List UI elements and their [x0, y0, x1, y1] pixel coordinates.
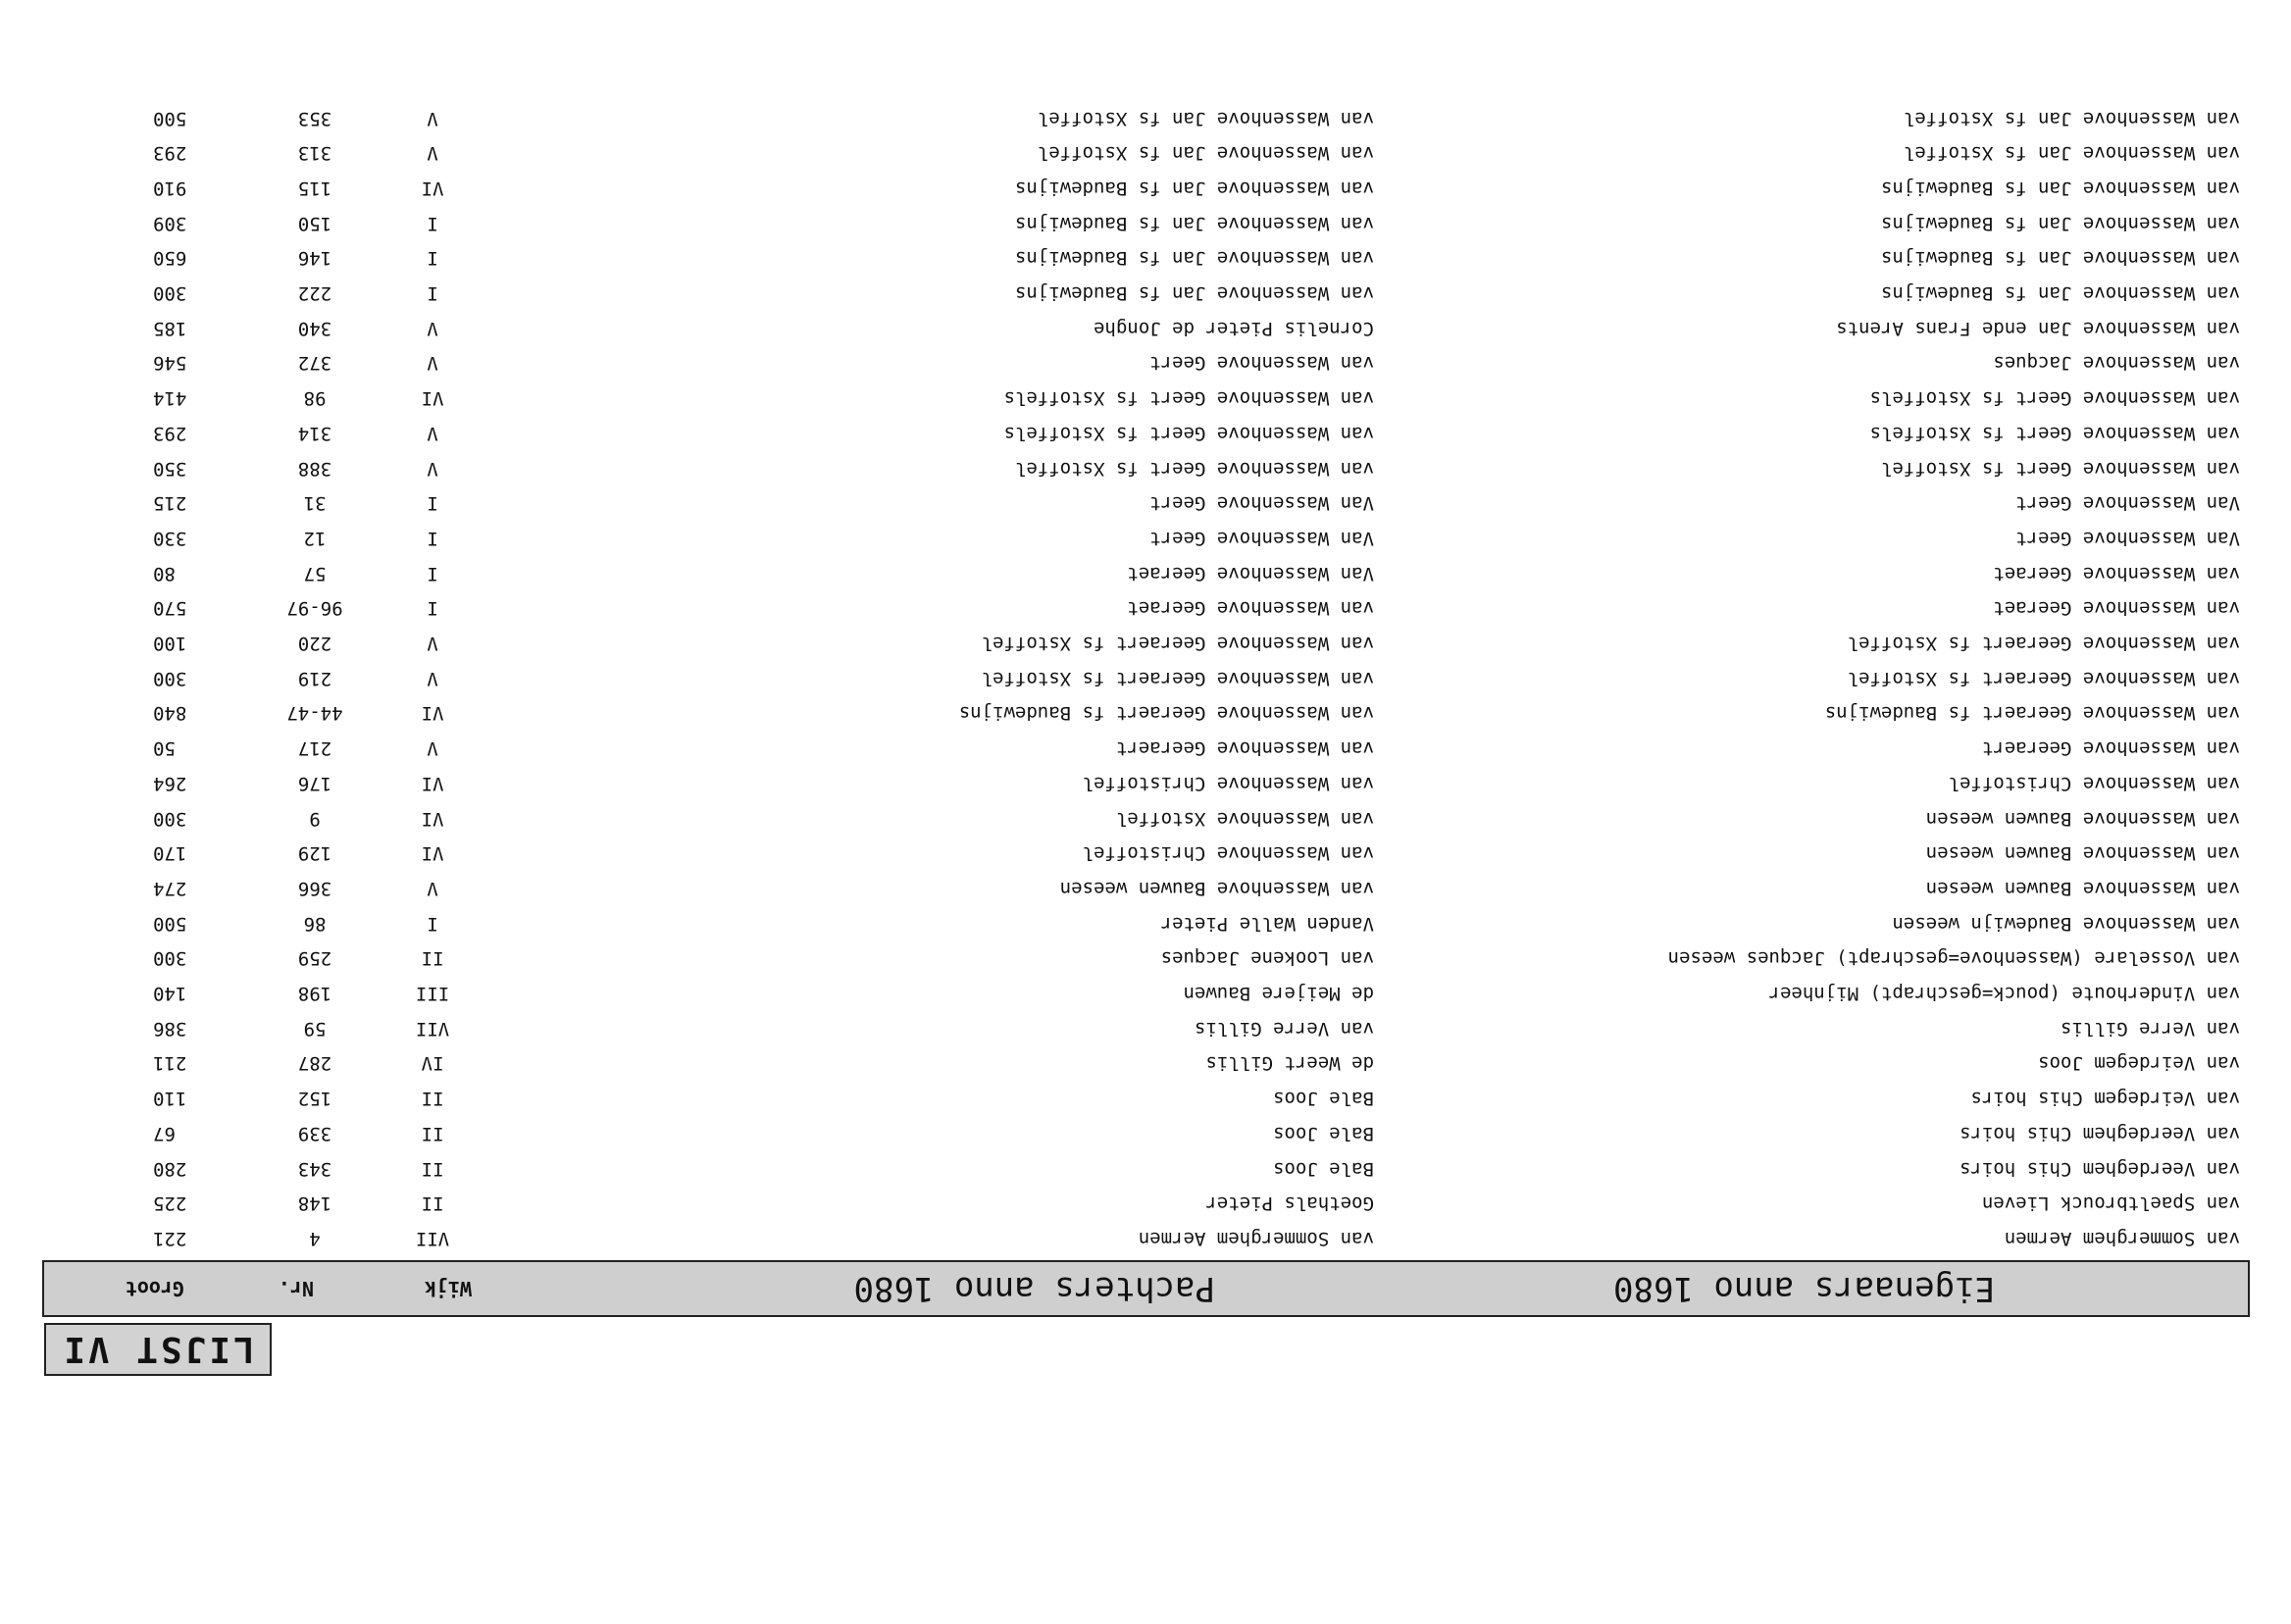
pachter-cell: Goethals Pieter [1205, 1193, 1374, 1214]
groot-cell: 910 [153, 178, 187, 199]
eigenaar-cell: van Wassenhove Geert fs Xstoffels [1869, 387, 2240, 409]
pachter-cell: van Wassenhove Jan fs Baudewijns [1014, 247, 1374, 269]
table-row [0, 590, 2291, 625]
eigenaar-cell: van Veirdegem Chis hoirs [1970, 1088, 2240, 1109]
table-row [0, 766, 2291, 800]
eigenaar-cell: van Wassenhove Jan fs Xstoffel [1903, 108, 2240, 129]
groot-cell: 309 [153, 213, 187, 234]
table-row [0, 801, 2291, 836]
table-row [0, 976, 2291, 1010]
table-row [0, 521, 2291, 555]
table-row [0, 695, 2291, 730]
wijk-cell: VII [415, 1228, 450, 1249]
groot-cell: 280 [153, 1158, 187, 1180]
nr-cell: 343 [297, 1158, 332, 1180]
eigenaar-cell: van Wassenhove Jan fs Baudewijns [1880, 282, 2240, 304]
table-row [0, 1011, 2291, 1045]
nr-cell: 4 [309, 1228, 321, 1249]
pachter-cell: Van Wassenhove Geeraet [1127, 563, 1374, 584]
pachter-cell: Vanden Walle Pieter [1160, 913, 1374, 935]
groot-cell: 840 [153, 702, 187, 724]
eigenaar-cell: van Wassenhove Bauwen weesen [1925, 842, 2240, 864]
wijk-cell: V [427, 142, 438, 164]
groot-cell: 225 [153, 1193, 187, 1214]
nr-cell: 9 [309, 808, 321, 830]
table-row [0, 731, 2291, 765]
nr-cell: 129 [297, 842, 332, 864]
wijk-cell: I [427, 597, 438, 619]
wijk-cell: II [421, 1193, 444, 1214]
pachter-cell: van Wassenhove Geert fs Xstoffels [1003, 387, 1374, 409]
groot-cell: 570 [153, 597, 187, 619]
nr-cell: 366 [297, 878, 332, 899]
pachter-cell: van Wassenhove Geert [1149, 352, 1374, 374]
wijk-cell: VI [421, 702, 444, 724]
nr-cell: 146 [297, 247, 332, 269]
groot-cell: 215 [153, 492, 187, 514]
groot-cell: 50 [153, 737, 176, 759]
wijk-cell: I [427, 913, 438, 935]
nr-cell: 198 [297, 983, 332, 1004]
pachter-cell: Van Wassenhove Geert [1149, 528, 1374, 549]
groot-cell: 100 [153, 633, 187, 654]
wijk-cell: VI [421, 842, 444, 864]
wijk-cell: V [427, 108, 438, 129]
eigenaar-cell: van Wassenhove Bauwen weesen [1925, 878, 2240, 899]
eigenaar-cell: van Vinderhoute (pouck=geschrapt) Mijnheer [1768, 983, 2240, 1004]
eigenaar-cell: van Wassenhove Jan fs Baudewijns [1880, 213, 2240, 234]
nr-cell: 259 [297, 947, 332, 969]
wijk-cell: V [427, 878, 438, 899]
pachter-cell: van Wassenhove Jan fs Baudewijns [1014, 213, 1374, 234]
pachter-cell: de Meijere Bauwen [1183, 983, 1374, 1004]
groot-cell: 300 [153, 282, 187, 304]
pachter-cell: van Wassenhove Jan fs Baudewijns [1014, 178, 1374, 199]
wijk-cell: VI [421, 387, 444, 409]
groot-cell: 140 [153, 983, 187, 1004]
pachter-cell: van Wassenhove Geert fs Xstoffel [1014, 458, 1374, 480]
groot-cell: 330 [153, 528, 187, 549]
header-pachters: Pachters anno 1680 [853, 1269, 1215, 1308]
nr-cell: 220 [297, 633, 332, 654]
wijk-cell: V [427, 352, 438, 374]
table-row [0, 626, 2291, 660]
table-row [0, 836, 2291, 870]
eigenaar-cell: van Veerdeghem Chis hoirs [1960, 1123, 2240, 1144]
wijk-cell: II [421, 947, 444, 969]
wijk-cell: I [427, 282, 438, 304]
groot-cell: 110 [153, 1088, 187, 1109]
wijk-cell: VII [415, 1018, 450, 1040]
wijk-cell: VI [421, 808, 444, 830]
table-row [0, 1045, 2291, 1080]
table-row [0, 1221, 2291, 1255]
pachter-cell: van Wassenhove Jan fs Xstoffel [1037, 142, 1374, 164]
eigenaar-cell: van Veirdegem Joos [2038, 1052, 2240, 1074]
wijk-cell: IV [421, 1052, 444, 1074]
eigenaar-cell: van Wassenhove Jacques [1993, 352, 2240, 374]
nr-cell: 150 [297, 213, 332, 234]
groot-cell: 546 [153, 352, 187, 374]
table-row [0, 556, 2291, 590]
nr-cell: 86 [303, 913, 327, 935]
pachter-cell: van Lookene Jacques [1160, 947, 1374, 969]
eigenaar-cell: van Wassenhove Geeraet [1993, 597, 2240, 619]
nr-cell: 176 [297, 773, 332, 794]
nr-cell: 314 [297, 423, 332, 444]
wijk-cell: V [427, 423, 438, 444]
nr-cell: 219 [297, 668, 332, 689]
table-row [0, 661, 2291, 695]
nr-cell: 12 [303, 528, 327, 549]
table-row [0, 416, 2291, 450]
wijk-cell: VI [421, 178, 444, 199]
eigenaar-cell: Van Wassenhove Geert [2015, 528, 2240, 549]
wijk-cell: V [427, 737, 438, 759]
eigenaar-cell: van Wassenhove Baudewijn weesen [1892, 913, 2240, 935]
nr-cell: 31 [303, 492, 327, 514]
eigenaar-cell: van Wassenhove Jan fs Baudewijns [1880, 178, 2240, 199]
pachter-cell: van Wassenhove Geert fs Xstoffels [1003, 423, 1374, 444]
nr-cell: 287 [297, 1052, 332, 1074]
pachter-cell: de Weert Gillis [1205, 1052, 1374, 1074]
pachter-cell: van Wassenhove Xstoffel [1115, 808, 1374, 830]
table-row [0, 240, 2291, 275]
groot-cell: 350 [153, 458, 187, 480]
nr-cell: 313 [297, 142, 332, 164]
pachter-cell: van Wassenhove Geeraert fs Xstoffel [981, 633, 1374, 654]
eigenaar-cell: van Wassenhove Jan fs Xstoffel [1903, 142, 2240, 164]
table-row [0, 1186, 2291, 1220]
groot-cell: 185 [153, 318, 187, 339]
groot-cell: 650 [153, 247, 187, 269]
eigenaar-cell: van Verre Gillis [2060, 1018, 2240, 1040]
wijk-cell: III [415, 983, 450, 1004]
pachter-cell: Bale Joos [1273, 1158, 1374, 1180]
wijk-cell: VI [421, 773, 444, 794]
table-row [0, 940, 2291, 975]
header-eigenaars: Eigenaars anno 1680 [1613, 1269, 1995, 1308]
nr-cell: 98 [303, 387, 327, 409]
header-wijk: Wijk [424, 1277, 472, 1300]
nr-cell: 372 [297, 352, 332, 374]
eigenaar-cell: van Wassenhove Geeraert fs Xstoffel [1847, 668, 2240, 689]
pachter-cell: van Wassenhove Geeraert fs Xstoffel [981, 668, 1374, 689]
pachter-cell: van Wassenhove Geeraert [1115, 737, 1374, 759]
nr-cell: 148 [297, 1193, 332, 1214]
wijk-cell: I [427, 492, 438, 514]
groot-cell: 293 [153, 142, 187, 164]
table-row [0, 276, 2291, 310]
wijk-cell: V [427, 458, 438, 480]
groot-cell: 274 [153, 878, 187, 899]
nr-cell: 44-47 [286, 702, 343, 724]
eigenaar-cell: van Sommerghem Aermen [2004, 1228, 2240, 1249]
pachter-cell: Bale Joos [1273, 1123, 1374, 1144]
nr-cell: 339 [297, 1123, 332, 1144]
nr-cell: 59 [303, 1018, 327, 1040]
wijk-cell: V [427, 318, 438, 339]
groot-cell: 300 [153, 808, 187, 830]
table-row [0, 101, 2291, 135]
eigenaar-cell: van Wassenhove Geeraert [1981, 737, 2240, 759]
eigenaar-cell: van Wassenhove Geert fs Xstoffels [1869, 423, 2240, 444]
table-row [0, 311, 2291, 345]
table-row [0, 1151, 2291, 1186]
wijk-cell: II [421, 1088, 444, 1109]
nr-cell: 96-97 [286, 597, 343, 619]
table-row [0, 171, 2291, 205]
eigenaar-cell: van Wassenhove Geeraert fs Baudewijns [1824, 702, 2240, 724]
eigenaar-cell: van Wassenhove Geeraert fs Xstoffel [1847, 633, 2240, 654]
pachter-cell: van Wassenhove Bauwen weesen [1059, 878, 1374, 899]
groot-cell: 300 [153, 947, 187, 969]
groot-cell: 414 [153, 387, 187, 409]
groot-cell: 500 [153, 108, 187, 129]
nr-cell: 217 [297, 737, 332, 759]
nr-cell: 152 [297, 1088, 332, 1109]
table-row [0, 135, 2291, 170]
wijk-cell: II [421, 1158, 444, 1180]
wijk-cell: I [427, 247, 438, 269]
pachter-cell: Van Wassenhove Geert [1149, 492, 1374, 514]
pachter-cell: van Wassenhove Jan fs Baudewijns [1014, 282, 1374, 304]
pachter-cell: van Wassenhove Christoffel [1082, 773, 1374, 794]
pachter-cell: Bale Joos [1273, 1088, 1374, 1109]
list-title: LIJST VI [61, 1329, 255, 1370]
nr-cell: 115 [297, 178, 332, 199]
eigenaar-cell: van Wassenhove Jan ende Frans Arents [1836, 318, 2240, 339]
groot-cell: 264 [153, 773, 187, 794]
wijk-cell: I [427, 213, 438, 234]
groot-cell: 211 [153, 1052, 187, 1074]
nr-cell: 57 [303, 563, 327, 584]
pachter-cell: van Wassenhove Geeraert fs Baudewijns [958, 702, 1374, 724]
eigenaar-cell: Van Wassenhove Geert [2015, 492, 2240, 514]
groot-cell: 386 [153, 1018, 187, 1040]
pachter-cell: van Verre Gillis [1194, 1018, 1374, 1040]
table-row [0, 871, 2291, 905]
table-row [0, 206, 2291, 240]
wijk-cell: II [421, 1123, 444, 1144]
groot-cell: 293 [153, 423, 187, 444]
eigenaar-cell: van Wassenhove Christoffel [1948, 773, 2240, 794]
nr-cell: 388 [297, 458, 332, 480]
wijk-cell: I [427, 528, 438, 549]
header-nr: Nr. [278, 1277, 314, 1300]
pachter-cell: van Sommerghem Aermen [1138, 1228, 1374, 1249]
eigenaar-cell: van Wassenhove Geert fs Xstoffel [1880, 458, 2240, 480]
table-row [0, 345, 2291, 380]
groot-cell: 170 [153, 842, 187, 864]
nr-cell: 340 [297, 318, 332, 339]
nr-cell: 353 [297, 108, 332, 129]
nr-cell: 222 [297, 282, 332, 304]
table-row [0, 451, 2291, 485]
pachter-cell: Cornelis Pieter de Jonghe [1094, 318, 1374, 339]
pachter-cell: van Wassenhove Christoffel [1082, 842, 1374, 864]
eigenaar-cell: van Wassenhove Geeraet [1993, 563, 2240, 584]
groot-cell: 80 [153, 563, 176, 584]
pachter-cell: van Wassenhove Jan fs Xstoffel [1037, 108, 1374, 129]
header-groot: Groot [125, 1277, 184, 1300]
wijk-cell: I [427, 563, 438, 584]
table-row [0, 1116, 2291, 1150]
table-row [0, 381, 2291, 415]
groot-cell: 300 [153, 668, 187, 689]
eigenaar-cell: van Vosselare (Wassenhove=geschrapt) Jacques weesen [1667, 947, 2240, 969]
wijk-cell: V [427, 668, 438, 689]
eigenaar-cell: van Wassenhove Jan fs Baudewijns [1880, 247, 2240, 269]
groot-cell: 500 [153, 913, 187, 935]
eigenaar-cell: van Veerdeghem Chis hoirs [1960, 1158, 2240, 1180]
table-row [0, 906, 2291, 940]
groot-cell: 67 [153, 1123, 176, 1144]
eigenaar-cell: van Wassenhove Bauwen weesen [1925, 808, 2240, 830]
groot-cell: 221 [153, 1228, 187, 1249]
wijk-cell: V [427, 633, 438, 654]
pachter-cell: van Wassenhove Geeraet [1127, 597, 1374, 619]
table-row [0, 1081, 2291, 1115]
table-row [0, 485, 2291, 520]
eigenaar-cell: van Spaeltbrouck Lieven [1981, 1193, 2240, 1214]
